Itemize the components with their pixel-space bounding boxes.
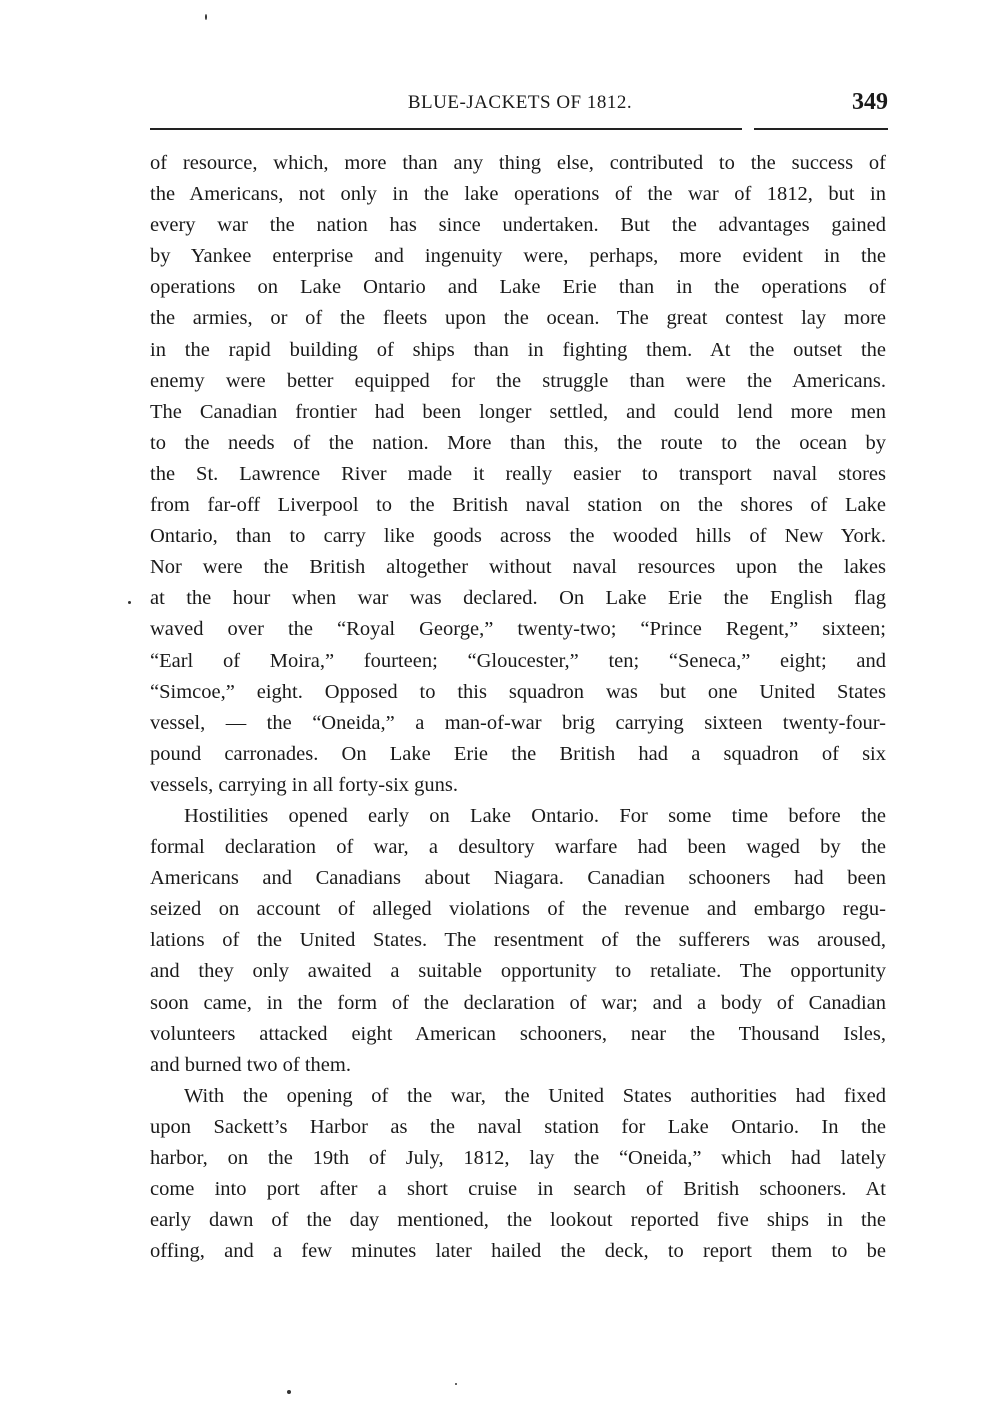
text-line: Hostilities opened early on Lake Ontario. For some time before the: [184, 804, 886, 827]
text-line: pound carronades. On Lake Erie the British had a squadron of six: [150, 742, 886, 765]
text-line: the St. Lawrence River made it really easier to transport naval stores: [150, 462, 886, 485]
text-line: at the hour when war was declared. On Lake Erie the English flag: [150, 587, 886, 610]
text-line: of resource, which, more than any thing else, contributed to the success of: [150, 152, 886, 174]
running-head: [150, 89, 890, 122]
body-text: [150, 148, 886, 1267]
text-line: vessels, carrying in all forty-six guns.: [150, 773, 459, 796]
text-line: by Yankee enterprise and ingenuity were, perhaps, more evident in the: [150, 245, 886, 268]
text-line: lations of the United States. The resentment of the sufferers was aroused,: [150, 929, 886, 952]
paragraph-1: [150, 148, 886, 801]
paragraph-2: [150, 801, 886, 1081]
scan-speck: [128, 601, 131, 604]
text-line: enemy were better equipped for the struggle than were the Americans.: [150, 369, 886, 392]
text-line: the armies, or of the fleets upon the ocean. The great contest lay more: [150, 307, 886, 330]
text-line: operations on Lake Ontario and Lake Erie than in the operations of: [150, 276, 886, 299]
text-line: in the rapid building of ships than in fighting them. At the outset the: [150, 338, 886, 361]
scan-speck: [455, 1383, 457, 1385]
text-line: volunteers attacked eight American schooners, near the Thousand Isles,: [150, 1022, 886, 1045]
text-line: “Earl of Moira,” fourteen; “Gloucester,” ten; “Seneca,” eight; and: [150, 649, 886, 672]
text-line: Nor were the British altogether without naval resources upon the lakes: [150, 556, 886, 579]
text-line: With the opening of the war, the United States authorities had fixed: [184, 1084, 886, 1107]
text-line: from far-off Liverpool to the British naval station on the shores of Lake: [150, 494, 886, 517]
text-line: harbor, on the 19th of July, 1812, lay the “Oneida,” which had lately: [150, 1147, 886, 1169]
text-line: every war the nation has since undertaken. But the advantages gained: [150, 214, 886, 237]
page-number: 349: [852, 89, 888, 115]
text-line: the Americans, not only in the lake operations of the war of 1812, but in: [150, 183, 886, 206]
text-line: Ontario, than to carry like goods across the wooded hills of New York.: [150, 525, 886, 548]
text-line: vessel, — the “Oneida,” a man-of-war brig carrying sixteen twenty-four-: [150, 711, 886, 734]
scan-speck: [205, 14, 207, 20]
text-line: to the needs of the nation. More than this, the route to the ocean by: [150, 431, 886, 454]
text-line: upon Sackett’s Harbor as the naval station for Lake Ontario. In the: [150, 1115, 886, 1138]
text-line: soon came, in the form of the declaration of war; and a body of Canadian: [150, 991, 886, 1014]
scan-speck: [287, 1390, 291, 1394]
running-title: BLUE-JACKETS OF 1812.: [407, 92, 633, 113]
text-line: waved over the “Royal George,” twenty-two; “Prince Regent,” sixteen;: [150, 618, 886, 641]
text-line: and burned two of them.: [150, 1053, 351, 1076]
text-line: and they only awaited a suitable opportunity to retaliate. The opportunity: [150, 960, 886, 983]
header-rule: [150, 128, 888, 130]
paragraph-3: [150, 1081, 886, 1268]
text-line: Americans and Canadians about Niagara. Canadian schooners had been: [150, 867, 886, 890]
text-line: “Simcoe,” eight. Opposed to this squadron was but one United States: [150, 680, 886, 703]
text-line: formal declaration of war, a desultory warfare had been waged by the: [150, 836, 886, 859]
header-rule-gap: [742, 127, 754, 131]
text-line: seized on account of alleged violations of the revenue and embargo regu-: [150, 898, 886, 921]
text-line: come into port after a short cruise in search of British schooners. At: [150, 1178, 886, 1201]
text-line: early dawn of the day mentioned, the lookout reported five ships in the: [150, 1209, 886, 1232]
text-line: The Canadian frontier had been longer settled, and could lend more men: [150, 400, 886, 423]
text-line: offing, and a few minutes later hailed the deck, to report them to be: [150, 1240, 886, 1263]
